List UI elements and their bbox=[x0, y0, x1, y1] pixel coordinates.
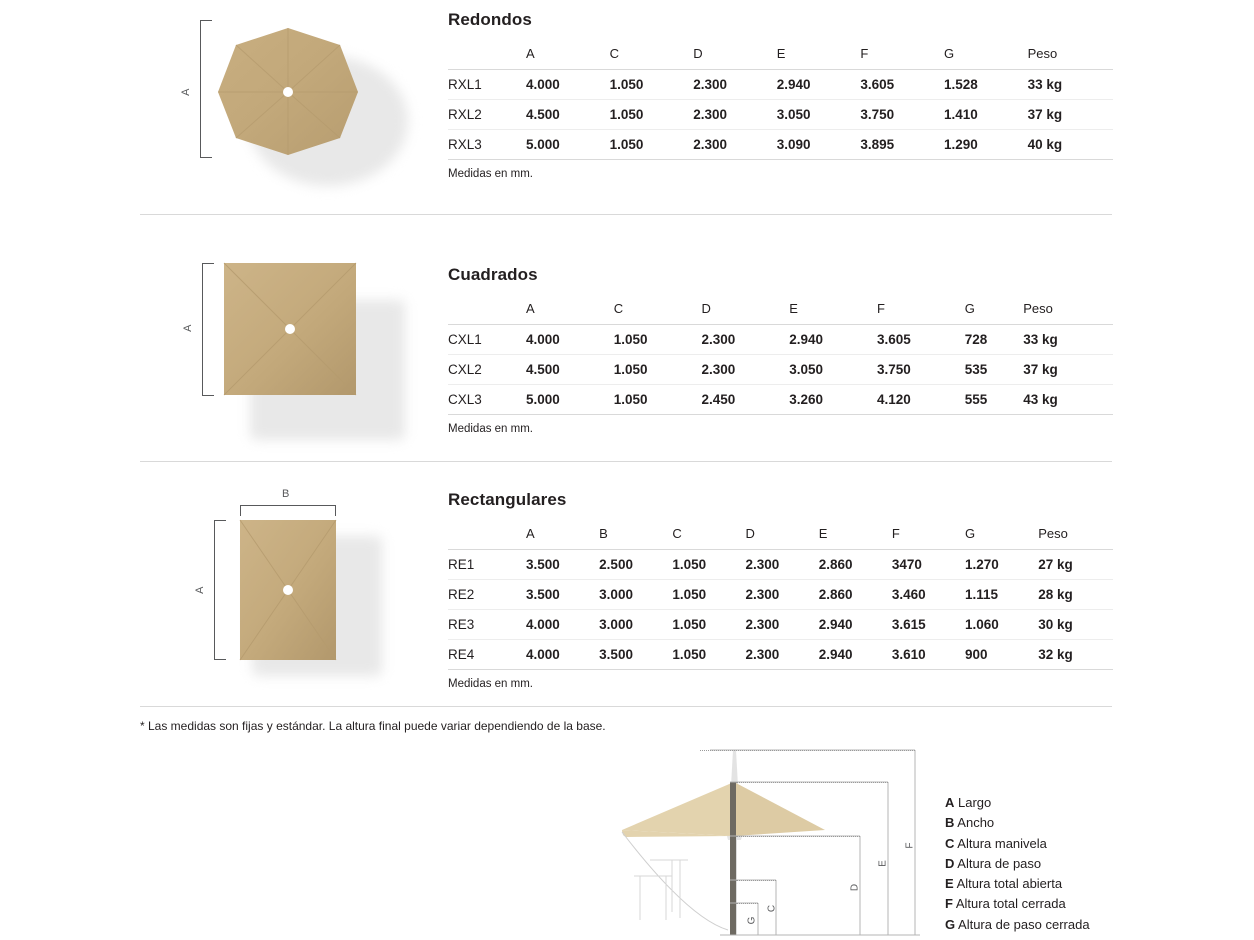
col-header-code bbox=[448, 519, 526, 550]
table-redondos-wrap bbox=[448, 10, 1113, 180]
legend-key: F bbox=[945, 896, 953, 912]
cell-b: 3.000 bbox=[599, 610, 672, 640]
leader-line bbox=[736, 782, 888, 783]
table-rectangulares-wrap bbox=[448, 490, 1113, 690]
legend-key: B bbox=[945, 815, 955, 831]
cell-f: 3.750 bbox=[860, 100, 944, 130]
col-header-e: E bbox=[777, 39, 861, 70]
cell-g: 1.528 bbox=[944, 70, 1028, 100]
cell-code: CXL1 bbox=[448, 325, 526, 355]
cell-a: 3.500 bbox=[526, 550, 599, 580]
cell-f: 3.605 bbox=[877, 325, 965, 355]
legend-key: G bbox=[945, 916, 956, 932]
cell-e: 2.860 bbox=[819, 580, 892, 610]
units-note: Medidas en mm. bbox=[448, 678, 534, 690]
footnote: * Las medidas son fijas y estándar. La altura final puede variar dependiendo de la base. bbox=[140, 719, 606, 733]
legend-text: Altura total abierta bbox=[956, 876, 1063, 892]
legend-item bbox=[945, 793, 1090, 813]
dim-tick-top bbox=[200, 20, 212, 21]
cell-b: 3.500 bbox=[599, 640, 672, 670]
table-row bbox=[448, 355, 1113, 385]
col-header-d: D bbox=[746, 519, 819, 550]
table-header-row bbox=[448, 294, 1113, 325]
legend-item bbox=[945, 894, 1090, 914]
cell-peso: 37 kg bbox=[1028, 100, 1113, 130]
cell-peso: 27 kg bbox=[1038, 550, 1113, 580]
cell-d: 2.300 bbox=[702, 355, 790, 385]
legend bbox=[945, 793, 1090, 935]
section-title-cuadrados: Cuadrados bbox=[448, 265, 538, 284]
units-note: Medidas en mm. bbox=[448, 168, 534, 180]
col-header-e: E bbox=[789, 294, 877, 325]
leader-line bbox=[736, 880, 776, 881]
cell-code: CXL3 bbox=[448, 385, 526, 415]
col-header-peso: Peso bbox=[1023, 294, 1113, 325]
cell-code: RE3 bbox=[448, 610, 526, 640]
cell-d: 2.450 bbox=[702, 385, 790, 415]
cell-peso: 30 kg bbox=[1038, 610, 1113, 640]
cell-peso: 28 kg bbox=[1038, 580, 1113, 610]
table-row bbox=[448, 610, 1113, 640]
dim-tick-top bbox=[214, 520, 226, 521]
cell-peso: 33 kg bbox=[1028, 70, 1113, 100]
diagram-label-g: G bbox=[746, 916, 758, 925]
table-row bbox=[448, 550, 1113, 580]
col-header-g: G bbox=[965, 294, 1024, 325]
cell-e: 3.090 bbox=[777, 130, 861, 160]
col-header-e: E bbox=[819, 519, 892, 550]
section-cuadrados bbox=[0, 240, 1254, 455]
table-header-row bbox=[448, 39, 1113, 70]
col-header-a: A bbox=[526, 294, 614, 325]
section-rectangulares bbox=[0, 480, 1254, 710]
col-header-code bbox=[448, 294, 526, 325]
legend-key: A bbox=[945, 795, 955, 810]
cell-c: 1.050 bbox=[614, 355, 702, 385]
cell-a: 5.000 bbox=[526, 385, 614, 415]
diagram-label-c: C bbox=[766, 904, 778, 913]
cell-c: 1.050 bbox=[672, 610, 745, 640]
col-header-a: A bbox=[526, 39, 610, 70]
cell-f: 3.605 bbox=[860, 70, 944, 100]
legend-text: Altura manivela bbox=[957, 835, 1047, 851]
cell-f: 3470 bbox=[892, 550, 965, 580]
diagram-label-e: E bbox=[877, 860, 889, 867]
legend-text: Altura total cerrada bbox=[955, 896, 1066, 912]
col-header-f: F bbox=[877, 294, 965, 325]
cell-code: RXL2 bbox=[448, 100, 526, 130]
cell-f: 3.615 bbox=[892, 610, 965, 640]
table-row bbox=[448, 640, 1113, 670]
legend-item bbox=[945, 854, 1090, 874]
units-note: Medidas en mm. bbox=[448, 423, 534, 435]
cell-peso: 33 kg bbox=[1023, 325, 1113, 355]
cell-f: 3.750 bbox=[877, 355, 965, 385]
cell-e: 3.050 bbox=[777, 100, 861, 130]
legend-item bbox=[945, 874, 1090, 894]
cell-d: 2.300 bbox=[702, 325, 790, 355]
square-parasol-icon bbox=[140, 250, 440, 440]
cell-g: 555 bbox=[965, 385, 1024, 415]
col-header-d: D bbox=[702, 294, 790, 325]
cell-code: RE2 bbox=[448, 580, 526, 610]
cell-d: 2.300 bbox=[693, 130, 777, 160]
measurement-diagram bbox=[610, 740, 940, 940]
cell-b: 3.000 bbox=[599, 580, 672, 610]
col-header-peso: Peso bbox=[1028, 39, 1113, 70]
cell-e: 3.260 bbox=[789, 385, 877, 415]
cell-g: 1.290 bbox=[944, 130, 1028, 160]
cell-e: 3.050 bbox=[789, 355, 877, 385]
figure-round bbox=[140, 8, 440, 198]
legend-text: Altura de paso bbox=[957, 855, 1042, 871]
legend-text: Ancho bbox=[957, 815, 995, 831]
cell-c: 1.050 bbox=[614, 325, 702, 355]
cell-a: 4.000 bbox=[526, 325, 614, 355]
col-header-g: G bbox=[944, 39, 1028, 70]
col-header-c: C bbox=[672, 519, 745, 550]
table-cuadrados-wrap bbox=[448, 265, 1113, 435]
col-header-g: G bbox=[965, 519, 1038, 550]
cell-d: 2.300 bbox=[746, 550, 819, 580]
dim-label-a: A bbox=[180, 88, 192, 96]
col-header-code bbox=[448, 39, 526, 70]
cell-c: 1.050 bbox=[614, 385, 702, 415]
cell-a: 4.500 bbox=[526, 355, 614, 385]
table-header-row bbox=[448, 519, 1113, 550]
legend-key: E bbox=[945, 876, 954, 892]
table-row bbox=[448, 580, 1113, 610]
cell-e: 2.860 bbox=[819, 550, 892, 580]
cell-code: RXL1 bbox=[448, 70, 526, 100]
cell-peso: 32 kg bbox=[1038, 640, 1113, 670]
cell-f: 4.120 bbox=[877, 385, 965, 415]
cell-f: 3.460 bbox=[892, 580, 965, 610]
col-header-peso: Peso bbox=[1038, 519, 1113, 550]
dim-tick-top bbox=[202, 263, 214, 264]
cell-peso: 43 kg bbox=[1023, 385, 1113, 415]
dim-label-a: A bbox=[182, 324, 194, 332]
cell-g: 1.060 bbox=[965, 610, 1038, 640]
col-header-f: F bbox=[892, 519, 965, 550]
rect-parasol-icon bbox=[140, 488, 440, 688]
cell-f: 3.610 bbox=[892, 640, 965, 670]
section-divider-1 bbox=[140, 214, 1112, 215]
col-header-f: F bbox=[860, 39, 944, 70]
dim-tick-right bbox=[335, 505, 336, 516]
diagram-label-f: F bbox=[904, 842, 916, 849]
section-divider-2 bbox=[140, 461, 1112, 462]
cell-d: 2.300 bbox=[746, 640, 819, 670]
table-row bbox=[448, 70, 1113, 100]
cell-code: RE4 bbox=[448, 640, 526, 670]
cell-code: RE1 bbox=[448, 550, 526, 580]
cell-code: CXL2 bbox=[448, 355, 526, 385]
cell-g: 535 bbox=[965, 355, 1024, 385]
cell-g: 728 bbox=[965, 325, 1024, 355]
dim-bracket-vertical bbox=[214, 520, 215, 660]
table-rectangulares bbox=[448, 519, 1113, 670]
legend-key: D bbox=[945, 855, 955, 871]
cell-c: 1.050 bbox=[672, 550, 745, 580]
cell-a: 3.500 bbox=[526, 580, 599, 610]
diagram-label-d: D bbox=[849, 883, 861, 892]
cell-f: 3.895 bbox=[860, 130, 944, 160]
legend-text: Altura de paso cerrada bbox=[958, 916, 1090, 932]
dim-tick-bottom bbox=[202, 395, 214, 396]
cell-c: 1.050 bbox=[672, 640, 745, 670]
dim-label-b: B bbox=[282, 488, 290, 500]
cell-c: 1.050 bbox=[610, 70, 694, 100]
table-cuadrados bbox=[448, 294, 1113, 415]
cell-c: 1.050 bbox=[672, 580, 745, 610]
round-parasol-icon bbox=[140, 8, 440, 198]
cell-a: 4.500 bbox=[526, 100, 610, 130]
col-header-a: A bbox=[526, 519, 599, 550]
legend-item bbox=[945, 834, 1090, 854]
leader-line bbox=[736, 903, 758, 904]
cell-g: 1.115 bbox=[965, 580, 1038, 610]
col-header-c: C bbox=[614, 294, 702, 325]
cell-d: 2.300 bbox=[693, 70, 777, 100]
cell-e: 2.940 bbox=[777, 70, 861, 100]
table-redondos bbox=[448, 39, 1113, 160]
cell-a: 4.000 bbox=[526, 640, 599, 670]
dim-tick-bottom bbox=[200, 157, 212, 158]
cell-e: 2.940 bbox=[819, 640, 892, 670]
dim-bracket-vertical bbox=[200, 20, 201, 158]
figure-rect bbox=[140, 488, 440, 688]
legend-text: Largo bbox=[958, 795, 992, 810]
cell-d: 2.300 bbox=[746, 610, 819, 640]
col-header-b: B bbox=[599, 519, 672, 550]
section-redondos bbox=[0, 0, 1254, 215]
dim-bracket-vertical bbox=[202, 263, 203, 396]
legend-item bbox=[945, 915, 1090, 935]
legend-key: C bbox=[945, 835, 955, 851]
cell-code: RXL3 bbox=[448, 130, 526, 160]
dim-tick-bottom bbox=[214, 659, 226, 660]
section-title-redondos: Redondos bbox=[448, 10, 532, 29]
table-row bbox=[448, 385, 1113, 415]
section-title-rectangulares: Rectangulares bbox=[448, 490, 567, 509]
leader-line bbox=[736, 836, 860, 837]
leader-line bbox=[700, 750, 915, 751]
section-divider-3 bbox=[140, 706, 1112, 707]
cell-a: 4.000 bbox=[526, 70, 610, 100]
cell-e: 2.940 bbox=[789, 325, 877, 355]
col-header-c: C bbox=[610, 39, 694, 70]
dim-tick-left bbox=[240, 505, 241, 516]
dim-bracket-horizontal bbox=[240, 505, 336, 506]
table-row bbox=[448, 100, 1113, 130]
cell-c: 1.050 bbox=[610, 100, 694, 130]
col-header-d: D bbox=[693, 39, 777, 70]
cell-a: 5.000 bbox=[526, 130, 610, 160]
table-row bbox=[448, 130, 1113, 160]
cell-g: 1.410 bbox=[944, 100, 1028, 130]
figure-square bbox=[140, 250, 440, 440]
cell-a: 4.000 bbox=[526, 610, 599, 640]
cell-b: 2.500 bbox=[599, 550, 672, 580]
dim-label-a: A bbox=[194, 586, 206, 594]
cell-peso: 40 kg bbox=[1028, 130, 1113, 160]
table-row bbox=[448, 325, 1113, 355]
legend-item bbox=[945, 813, 1090, 833]
cell-c: 1.050 bbox=[610, 130, 694, 160]
cell-peso: 37 kg bbox=[1023, 355, 1113, 385]
cell-d: 2.300 bbox=[746, 580, 819, 610]
cell-g: 900 bbox=[965, 640, 1038, 670]
cell-e: 2.940 bbox=[819, 610, 892, 640]
cell-d: 2.300 bbox=[693, 100, 777, 130]
cell-g: 1.270 bbox=[965, 550, 1038, 580]
